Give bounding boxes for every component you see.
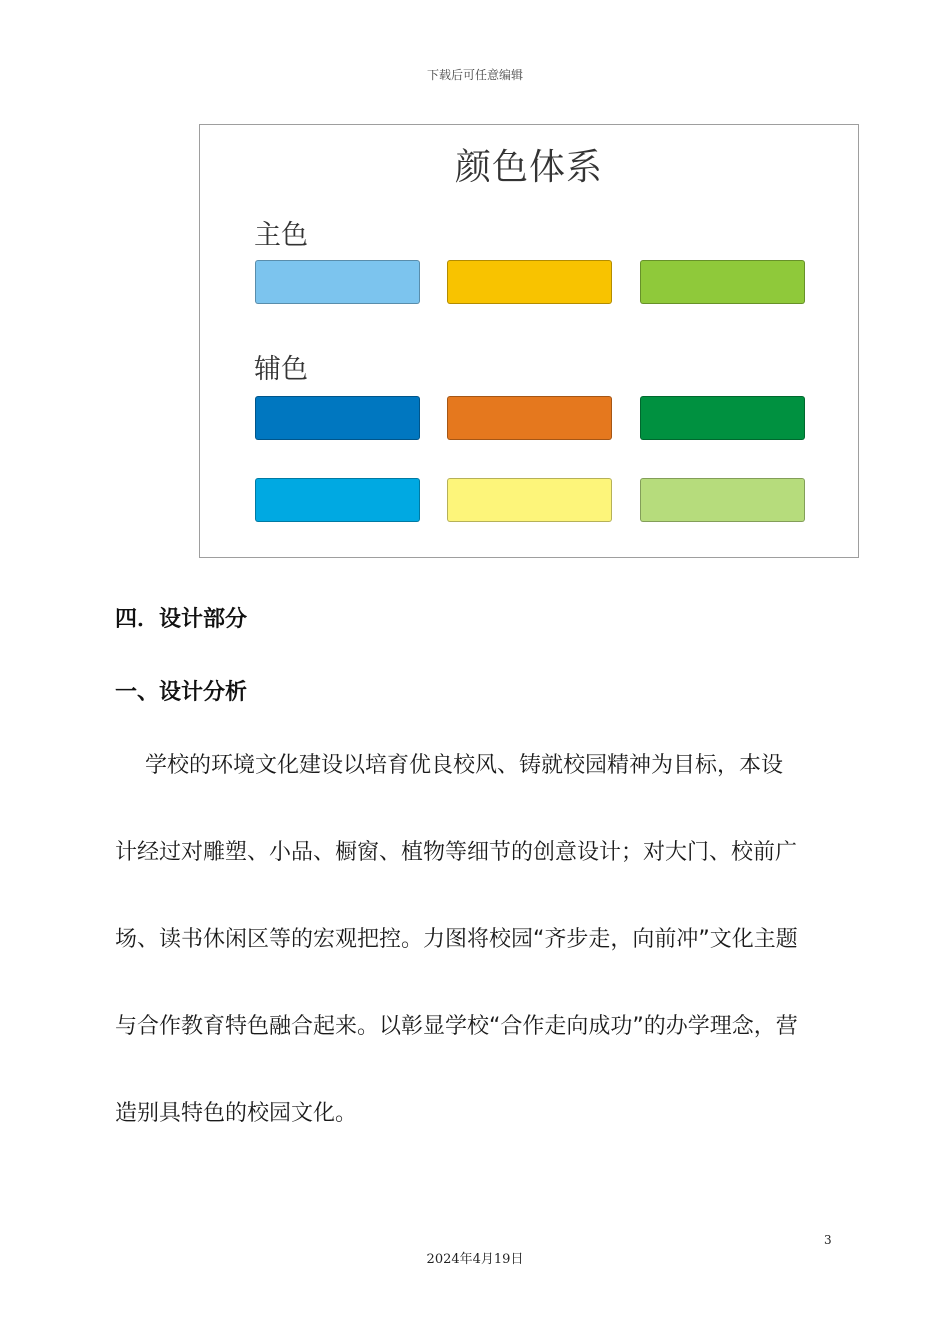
section-heading: 四．设计部分: [115, 607, 248, 632]
page-number: 3: [824, 1233, 832, 1247]
paragraph-line: 造别具特色的校园文化。: [115, 1101, 358, 1126]
secondary-swatch-orange: [447, 396, 612, 440]
sub-heading: 一、设计分析: [115, 680, 248, 705]
footer-date: 2024年4月19日: [426, 1252, 524, 1267]
paragraph-line: 场、读书休闲区等的宏观把控。力图将校园“齐步走，向前冲”文化主题: [115, 927, 798, 952]
primary-color-label: 主色: [254, 220, 308, 251]
color-system-figure: [199, 124, 859, 558]
secondary-color-label: 辅色: [254, 354, 308, 385]
secondary-swatch-light-yellow: [447, 478, 612, 522]
primary-swatch-light-blue: [255, 260, 420, 304]
secondary-swatch-sky-blue: [255, 478, 420, 522]
secondary-swatch-dark-blue: [255, 396, 420, 440]
paragraph-line: 学校的环境文化建设以培育优良校风、铸就校园精神为目标，本设: [145, 753, 784, 778]
paragraph-line: 计经过对雕塑、小品、橱窗、植物等细节的创意设计；对大门、校前广: [115, 840, 798, 865]
primary-swatch-yellow: [447, 260, 612, 304]
secondary-swatch-dark-green: [640, 396, 805, 440]
header-note: 下载后可任意编辑: [426, 68, 523, 82]
secondary-swatch-light-green: [640, 478, 805, 522]
paragraph-line: 与合作教育特色融合起来。以彰显学校“合作走向成功”的办学理念，营: [115, 1014, 798, 1039]
primary-swatch-green: [640, 260, 805, 304]
figure-title: 颜色体系: [454, 147, 603, 188]
